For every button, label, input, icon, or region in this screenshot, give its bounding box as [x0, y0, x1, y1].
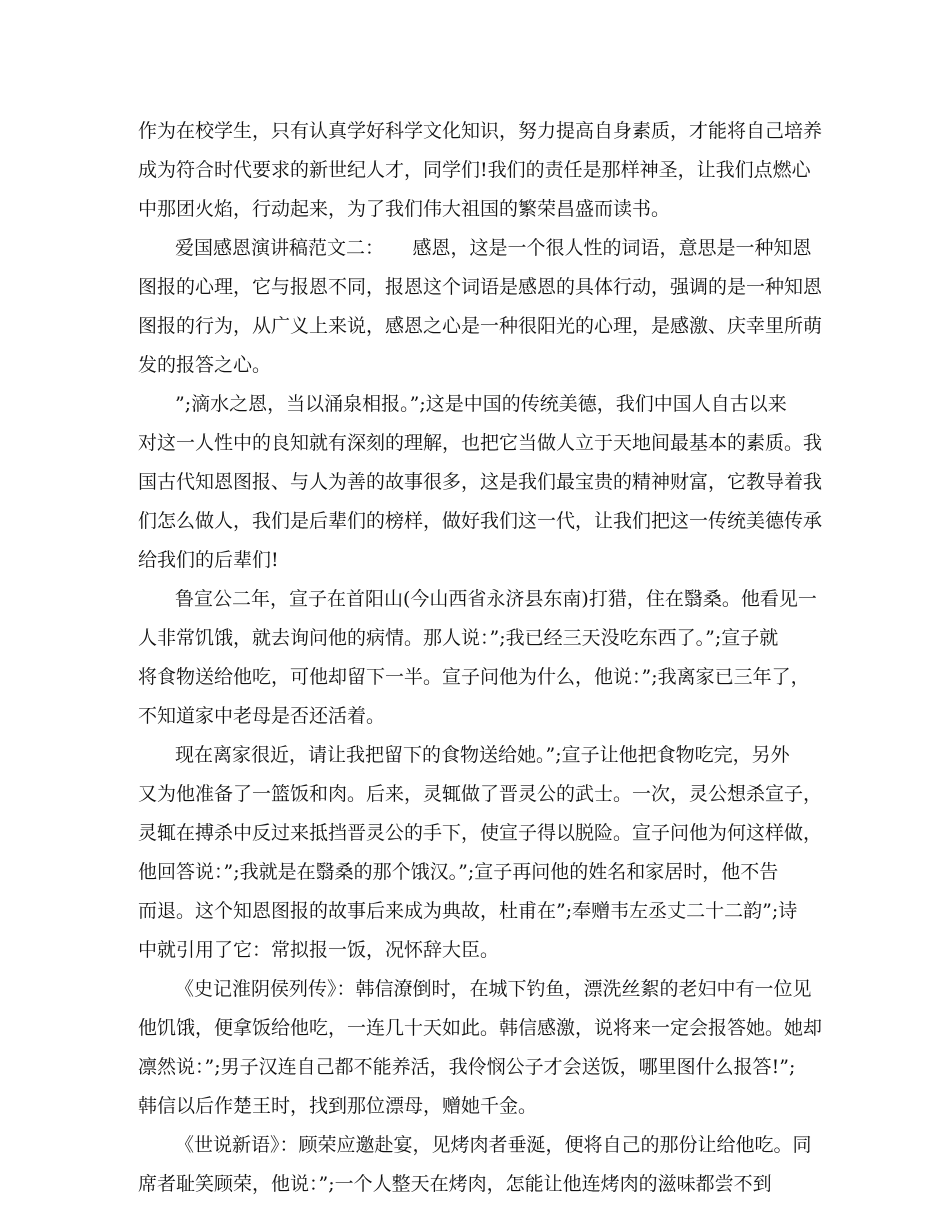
- text-line: 成为符合时代要求的新世纪人才，同学们!我们的责任是那样神圣，让我们点燃心: [138, 159, 811, 181]
- text-line: 人非常饥饿，就去询问他的病情。那人说：”;我已经三天没吃东西了。”;宣子就: [138, 627, 779, 649]
- text-line: 韩信以后作楚王时，找到那位漂母，赠她千金。: [138, 1095, 538, 1117]
- text-line: 《史记淮阴侯列传》：韩信潦倒时，在城下钓鱼，漂洗丝絮的老妇中有一位见: [175, 978, 812, 1000]
- text-line: 中就引用了它：常拟报一饭，况怀辞大臣。: [138, 939, 500, 961]
- text-line: 他回答说：”;我就是在翳桑的那个饿汉。”;宣子再问他的姓名和家居时，他不告: [138, 861, 779, 883]
- text-line: 而退。这个知恩图报的故事后来成为典故，杜甫在”;奉赠韦左丞丈二十二韵”;诗: [138, 900, 798, 922]
- text-line: 们怎么做人，我们是后辈们的榜样，做好我们这一代，让我们把这一传统美德传承: [138, 510, 823, 532]
- text-line: ”;滴水之恩，当以涌泉相报。”;这是中国的传统美德，我们中国人自古以来: [175, 393, 787, 415]
- text-line: 席者耻笑顾荣，他说：”;一个人整天在烤肉，怎能让他连烤肉的滋味都尝不到: [138, 1173, 772, 1195]
- text-line: 他饥饿，便拿饭给他吃，一连几十天如此。韩信感激，说将来一定会报答她。她却: [138, 1017, 823, 1039]
- text-line: 作为在校学生，只有认真学好科学文化知识，努力提高自身素质，才能将自己培养: [138, 120, 823, 142]
- text-line: 发的报答之心。: [138, 354, 272, 376]
- text-line: 将食物送给他吃，可他却留下一半。宣子问他为什么，他说：”;我离家已三年了，: [138, 666, 810, 688]
- text-line: 中那团火焰，行动起来，为了我们伟大祖国的繁荣昌盛而读书。: [138, 198, 671, 220]
- text-line: 给我们的后辈们!: [138, 549, 279, 571]
- text-line: 图报的行为，从广义上来说，感恩之心是一种很阳光的心理，是感激、庆幸里所萌: [138, 315, 823, 337]
- text-line: 灵辄在搏杀中反过来抵挡晋灵公的手下，使宣子得以脱险。宣子问他为何这样做，: [138, 822, 823, 844]
- text-line: 不知道家中老母是否还活着。: [138, 705, 386, 727]
- text-line: 凛然说：”;男子汉连自己都不能养活，我伶悯公子才会送饭，哪里图什么报答!”;: [138, 1056, 796, 1078]
- text-line: 《世说新语》：顾荣应邀赴宴，见烤肉者垂涎，便将自己的那份让给他吃。同: [175, 1134, 812, 1156]
- text-line: 鲁宣公二年，宣子在首阳山(今山西省永济县东南)打猎，住在翳桑。他看见一: [175, 588, 817, 610]
- text-line: 爱国感恩演讲稿范文二： 感恩，这是一个很人性的词语，意思是一种知恩: [175, 237, 812, 259]
- text-line: 又为他准备了一篮饭和肉。后来，灵辄做了晋灵公的武士。一次，灵公想杀宣子，: [138, 783, 823, 805]
- text-line: 现在离家很近，请让我把留下的食物送给她。”;宣子让他把食物吃完，另外: [175, 744, 790, 766]
- text-line: 对这一人性中的良知就有深刻的理解，也把它当做人立于天地间最基本的素质。我: [138, 432, 823, 454]
- text-line: 国古代知恩图报、与人为善的故事很多，这是我们最宝贵的精神财富，它教导着我: [138, 471, 823, 493]
- text-line: 图报的心理，它与报恩不同，报恩这个词语是感恩的具体行动，强调的是一种知恩: [138, 276, 823, 298]
